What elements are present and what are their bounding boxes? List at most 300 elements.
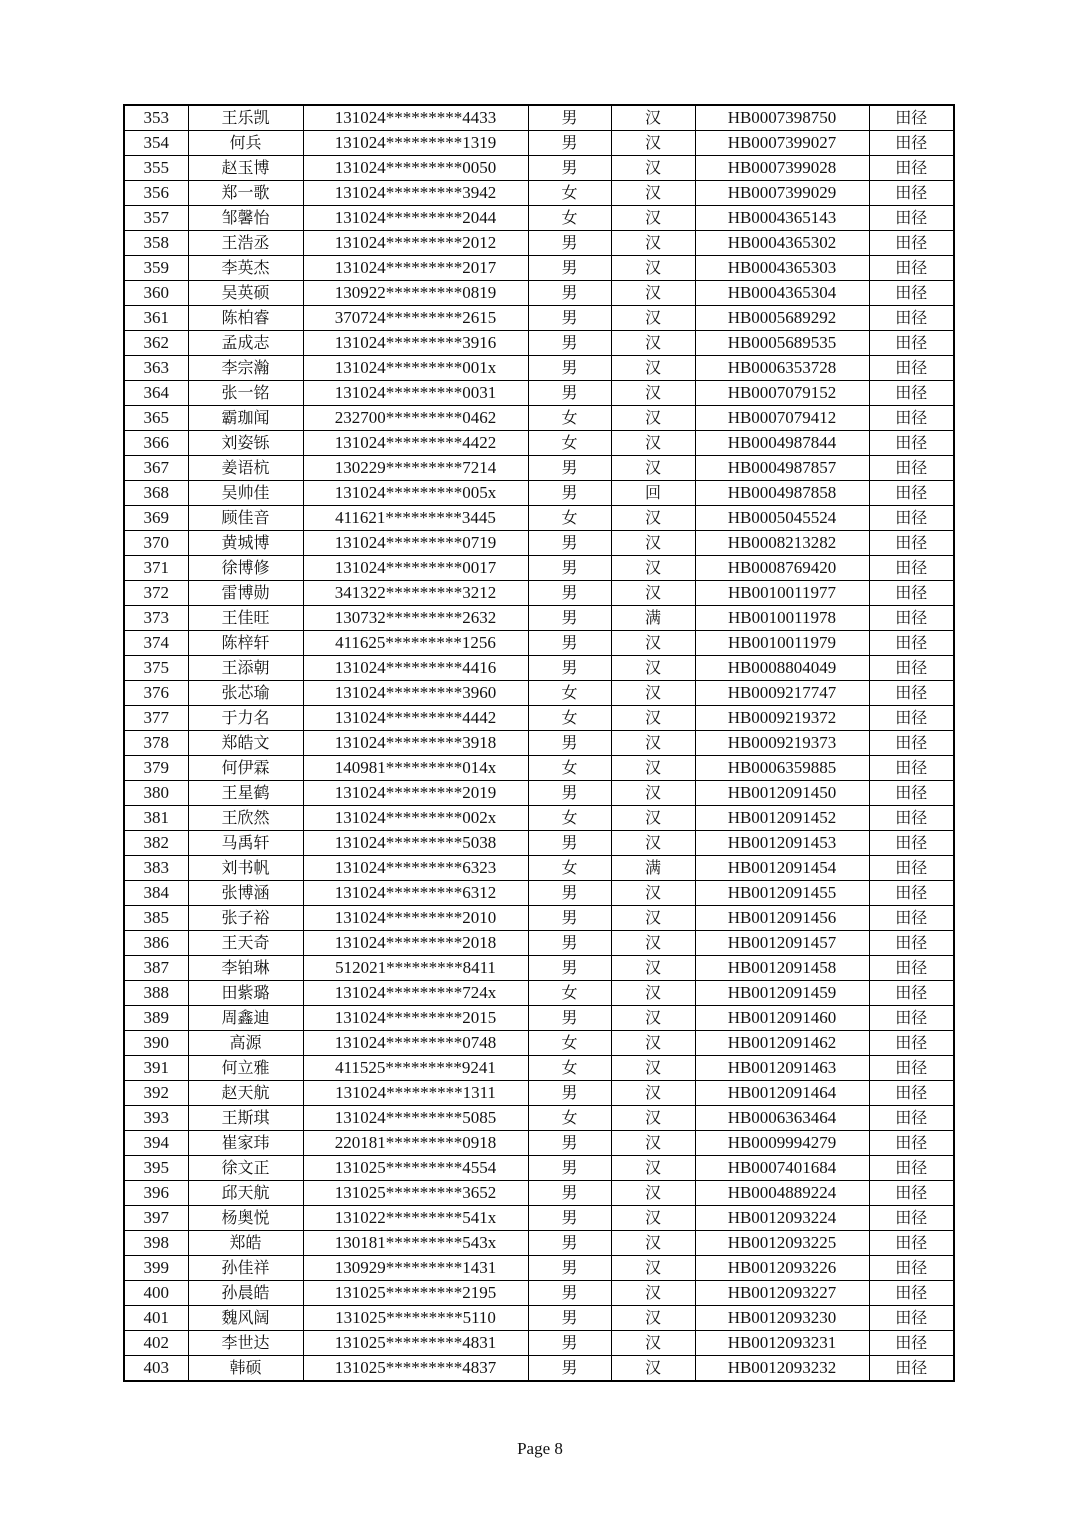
registration-number-cell: HB0007399028 bbox=[695, 156, 869, 181]
table-row bbox=[124, 1031, 954, 1056]
gender-cell: 男 bbox=[528, 1181, 611, 1206]
athlete-name-cell: 李铂琳 bbox=[188, 956, 303, 981]
athlete-name-cell: 孙佳祥 bbox=[188, 1256, 303, 1281]
ethnicity-cell: 汉 bbox=[611, 581, 695, 606]
athlete-name-cell: 崔家玮 bbox=[188, 1131, 303, 1156]
table-row bbox=[124, 181, 954, 206]
ethnicity-cell: 汉 bbox=[611, 656, 695, 681]
registration-number-cell: HB0009217747 bbox=[695, 681, 869, 706]
gender-cell: 男 bbox=[528, 931, 611, 956]
id-number-cell: 411525*********9241 bbox=[303, 1056, 528, 1081]
gender-cell: 男 bbox=[528, 1156, 611, 1181]
registration-number-cell: HB0005689535 bbox=[695, 331, 869, 356]
registration-number-cell: HB0004365302 bbox=[695, 231, 869, 256]
row-number-cell: 377 bbox=[124, 706, 188, 731]
registration-number-cell: HB0012093231 bbox=[695, 1331, 869, 1356]
sport-cell: 田径 bbox=[869, 806, 954, 831]
table-row bbox=[124, 731, 954, 756]
ethnicity-cell: 汉 bbox=[611, 1306, 695, 1331]
sport-cell: 田径 bbox=[869, 1281, 954, 1306]
table-row bbox=[124, 956, 954, 981]
ethnicity-cell: 汉 bbox=[611, 706, 695, 731]
gender-cell: 男 bbox=[528, 556, 611, 581]
athlete-name-cell: 赵天航 bbox=[188, 1081, 303, 1106]
athlete-name-cell: 徐博修 bbox=[188, 556, 303, 581]
row-number-cell: 398 bbox=[124, 1231, 188, 1256]
id-number-cell: 131024*********4433 bbox=[303, 105, 528, 131]
registration-number-cell: HB0004889224 bbox=[695, 1181, 869, 1206]
ethnicity-cell: 汉 bbox=[611, 206, 695, 231]
row-number-cell: 396 bbox=[124, 1181, 188, 1206]
table-row bbox=[124, 1206, 954, 1231]
sport-cell: 田径 bbox=[869, 131, 954, 156]
ethnicity-cell: 汉 bbox=[611, 231, 695, 256]
athlete-name-cell: 孟成志 bbox=[188, 331, 303, 356]
table-row bbox=[124, 781, 954, 806]
sport-cell: 田径 bbox=[869, 556, 954, 581]
table-row bbox=[124, 206, 954, 231]
id-number-cell: 370724*********2615 bbox=[303, 306, 528, 331]
id-number-cell: 131024*********0017 bbox=[303, 556, 528, 581]
ethnicity-cell: 汉 bbox=[611, 105, 695, 131]
table-row bbox=[124, 356, 954, 381]
table-row bbox=[124, 756, 954, 781]
registration-number-cell: HB0012091452 bbox=[695, 806, 869, 831]
table-row bbox=[124, 981, 954, 1006]
athlete-roster-table bbox=[123, 104, 955, 1382]
gender-cell: 女 bbox=[528, 181, 611, 206]
id-number-cell: 131025*********4554 bbox=[303, 1156, 528, 1181]
table-row bbox=[124, 105, 954, 131]
registration-number-cell: HB0006359885 bbox=[695, 756, 869, 781]
sport-cell: 田径 bbox=[869, 931, 954, 956]
gender-cell: 男 bbox=[528, 831, 611, 856]
athlete-name-cell: 陈柏睿 bbox=[188, 306, 303, 331]
athlete-name-cell: 李英杰 bbox=[188, 256, 303, 281]
gender-cell: 男 bbox=[528, 606, 611, 631]
id-number-cell: 131024*********2010 bbox=[303, 906, 528, 931]
row-number-cell: 356 bbox=[124, 181, 188, 206]
gender-cell: 女 bbox=[528, 1056, 611, 1081]
ethnicity-cell: 汉 bbox=[611, 1131, 695, 1156]
gender-cell: 女 bbox=[528, 206, 611, 231]
sport-cell: 田径 bbox=[869, 231, 954, 256]
ethnicity-cell: 汉 bbox=[611, 306, 695, 331]
ethnicity-cell: 汉 bbox=[611, 906, 695, 931]
registration-number-cell: HB0012091456 bbox=[695, 906, 869, 931]
athlete-name-cell: 张一铭 bbox=[188, 381, 303, 406]
ethnicity-cell: 汉 bbox=[611, 1256, 695, 1281]
athlete-name-cell: 王天奇 bbox=[188, 931, 303, 956]
table-row bbox=[124, 931, 954, 956]
table-row bbox=[124, 131, 954, 156]
sport-cell: 田径 bbox=[869, 956, 954, 981]
gender-cell: 男 bbox=[528, 881, 611, 906]
athlete-name-cell: 吴英硕 bbox=[188, 281, 303, 306]
id-number-cell: 131024*********5038 bbox=[303, 831, 528, 856]
table-row bbox=[124, 1181, 954, 1206]
id-number-cell: 411621*********3445 bbox=[303, 506, 528, 531]
id-number-cell: 220181*********0918 bbox=[303, 1131, 528, 1156]
table-row bbox=[124, 506, 954, 531]
id-number-cell: 131025*********5110 bbox=[303, 1306, 528, 1331]
id-number-cell: 131024*********2015 bbox=[303, 1006, 528, 1031]
row-number-cell: 387 bbox=[124, 956, 188, 981]
ethnicity-cell: 汉 bbox=[611, 631, 695, 656]
row-number-cell: 392 bbox=[124, 1081, 188, 1106]
sport-cell: 田径 bbox=[869, 181, 954, 206]
registration-number-cell: HB0012091463 bbox=[695, 1056, 869, 1081]
row-number-cell: 397 bbox=[124, 1206, 188, 1231]
gender-cell: 男 bbox=[528, 381, 611, 406]
athlete-name-cell: 吴帅佳 bbox=[188, 481, 303, 506]
athlete-name-cell: 郑皓文 bbox=[188, 731, 303, 756]
id-number-cell: 131024*********4442 bbox=[303, 706, 528, 731]
page-number: Page 8 bbox=[517, 1439, 563, 1458]
sport-cell: 田径 bbox=[869, 756, 954, 781]
sport-cell: 田径 bbox=[869, 581, 954, 606]
registration-number-cell: HB0006353728 bbox=[695, 356, 869, 381]
ethnicity-cell: 汉 bbox=[611, 381, 695, 406]
athlete-name-cell: 杨奥悦 bbox=[188, 1206, 303, 1231]
row-number-cell: 382 bbox=[124, 831, 188, 856]
row-number-cell: 373 bbox=[124, 606, 188, 631]
row-number-cell: 360 bbox=[124, 281, 188, 306]
row-number-cell: 384 bbox=[124, 881, 188, 906]
ethnicity-cell: 汉 bbox=[611, 256, 695, 281]
sport-cell: 田径 bbox=[869, 656, 954, 681]
row-number-cell: 385 bbox=[124, 906, 188, 931]
roster-body bbox=[124, 105, 954, 1381]
athlete-name-cell: 王星鹤 bbox=[188, 781, 303, 806]
sport-cell: 田径 bbox=[869, 1231, 954, 1256]
registration-number-cell: HB0010011979 bbox=[695, 631, 869, 656]
table-row bbox=[124, 1131, 954, 1156]
sport-cell: 田径 bbox=[869, 105, 954, 131]
ethnicity-cell: 汉 bbox=[611, 756, 695, 781]
registration-number-cell: HB0012091460 bbox=[695, 1006, 869, 1031]
ethnicity-cell: 汉 bbox=[611, 506, 695, 531]
registration-number-cell: HB0012093226 bbox=[695, 1256, 869, 1281]
registration-number-cell: HB0012091458 bbox=[695, 956, 869, 981]
athlete-name-cell: 黄城博 bbox=[188, 531, 303, 556]
sport-cell: 田径 bbox=[869, 981, 954, 1006]
registration-number-cell: HB0012091453 bbox=[695, 831, 869, 856]
row-number-cell: 390 bbox=[124, 1031, 188, 1056]
gender-cell: 男 bbox=[528, 1006, 611, 1031]
athlete-name-cell: 张子裕 bbox=[188, 906, 303, 931]
registration-number-cell: HB0004365143 bbox=[695, 206, 869, 231]
gender-cell: 男 bbox=[528, 281, 611, 306]
table-row bbox=[124, 331, 954, 356]
ethnicity-cell: 汉 bbox=[611, 981, 695, 1006]
table-row bbox=[124, 156, 954, 181]
sport-cell: 田径 bbox=[869, 156, 954, 181]
sport-cell: 田径 bbox=[869, 256, 954, 281]
sport-cell: 田径 bbox=[869, 1356, 954, 1382]
row-number-cell: 372 bbox=[124, 581, 188, 606]
table-row bbox=[124, 806, 954, 831]
sport-cell: 田径 bbox=[869, 1181, 954, 1206]
ethnicity-cell: 汉 bbox=[611, 931, 695, 956]
ethnicity-cell: 汉 bbox=[611, 1356, 695, 1382]
gender-cell: 男 bbox=[528, 1131, 611, 1156]
athlete-name-cell: 刘书帆 bbox=[188, 856, 303, 881]
sport-cell: 田径 bbox=[869, 1206, 954, 1231]
registration-number-cell: HB0010011978 bbox=[695, 606, 869, 631]
gender-cell: 男 bbox=[528, 131, 611, 156]
gender-cell: 男 bbox=[528, 156, 611, 181]
id-number-cell: 131024*********2044 bbox=[303, 206, 528, 231]
registration-number-cell: HB0006363464 bbox=[695, 1106, 869, 1131]
id-number-cell: 140981*********014x bbox=[303, 756, 528, 781]
ethnicity-cell: 汉 bbox=[611, 831, 695, 856]
registration-number-cell: HB0012091454 bbox=[695, 856, 869, 881]
athlete-name-cell: 郑一歌 bbox=[188, 181, 303, 206]
athlete-name-cell: 周鑫迪 bbox=[188, 1006, 303, 1031]
athlete-name-cell: 邹馨怡 bbox=[188, 206, 303, 231]
row-number-cell: 357 bbox=[124, 206, 188, 231]
id-number-cell: 131024*********2018 bbox=[303, 931, 528, 956]
registration-number-cell: HB0008769420 bbox=[695, 556, 869, 581]
sport-cell: 田径 bbox=[869, 1156, 954, 1181]
ethnicity-cell: 汉 bbox=[611, 681, 695, 706]
registration-number-cell: HB0012093227 bbox=[695, 1281, 869, 1306]
id-number-cell: 130732*********2632 bbox=[303, 606, 528, 631]
registration-number-cell: HB0008804049 bbox=[695, 656, 869, 681]
ethnicity-cell: 汉 bbox=[611, 456, 695, 481]
sport-cell: 田径 bbox=[869, 1131, 954, 1156]
row-number-cell: 370 bbox=[124, 531, 188, 556]
gender-cell: 男 bbox=[528, 531, 611, 556]
id-number-cell: 131024*********005x bbox=[303, 481, 528, 506]
athlete-name-cell: 何立雅 bbox=[188, 1056, 303, 1081]
gender-cell: 女 bbox=[528, 981, 611, 1006]
id-number-cell: 131024*********0031 bbox=[303, 381, 528, 406]
table-row bbox=[124, 906, 954, 931]
table-row bbox=[124, 1331, 954, 1356]
id-number-cell: 131024*********0050 bbox=[303, 156, 528, 181]
sport-cell: 田径 bbox=[869, 356, 954, 381]
gender-cell: 女 bbox=[528, 856, 611, 881]
id-number-cell: 131024*********2012 bbox=[303, 231, 528, 256]
athlete-name-cell: 何伊霖 bbox=[188, 756, 303, 781]
sport-cell: 田径 bbox=[869, 481, 954, 506]
registration-number-cell: HB0005689292 bbox=[695, 306, 869, 331]
athlete-name-cell: 韩硕 bbox=[188, 1356, 303, 1382]
gender-cell: 男 bbox=[528, 581, 611, 606]
registration-number-cell: HB0007401684 bbox=[695, 1156, 869, 1181]
table-row bbox=[124, 456, 954, 481]
sport-cell: 田径 bbox=[869, 631, 954, 656]
ethnicity-cell: 汉 bbox=[611, 281, 695, 306]
sport-cell: 田径 bbox=[869, 306, 954, 331]
registration-number-cell: HB0007399029 bbox=[695, 181, 869, 206]
sport-cell: 田径 bbox=[869, 1331, 954, 1356]
table-row bbox=[124, 656, 954, 681]
registration-number-cell: HB0012093225 bbox=[695, 1231, 869, 1256]
id-number-cell: 131025*********4831 bbox=[303, 1331, 528, 1356]
id-number-cell: 131024*********3918 bbox=[303, 731, 528, 756]
ethnicity-cell: 汉 bbox=[611, 181, 695, 206]
id-number-cell: 131024*********5085 bbox=[303, 1106, 528, 1131]
sport-cell: 田径 bbox=[869, 731, 954, 756]
gender-cell: 男 bbox=[528, 105, 611, 131]
ethnicity-cell: 汉 bbox=[611, 531, 695, 556]
row-number-cell: 381 bbox=[124, 806, 188, 831]
sport-cell: 田径 bbox=[869, 331, 954, 356]
table-row bbox=[124, 706, 954, 731]
id-number-cell: 131024*********2019 bbox=[303, 781, 528, 806]
ethnicity-cell: 汉 bbox=[611, 1106, 695, 1131]
sport-cell: 田径 bbox=[869, 1081, 954, 1106]
ethnicity-cell: 汉 bbox=[611, 1031, 695, 1056]
registration-number-cell: HB0012091457 bbox=[695, 931, 869, 956]
ethnicity-cell: 汉 bbox=[611, 1231, 695, 1256]
athlete-name-cell: 姜语杭 bbox=[188, 456, 303, 481]
athlete-name-cell: 顾佳音 bbox=[188, 506, 303, 531]
id-number-cell: 131024*********0748 bbox=[303, 1031, 528, 1056]
id-number-cell: 512021*********8411 bbox=[303, 956, 528, 981]
gender-cell: 女 bbox=[528, 506, 611, 531]
table-row bbox=[124, 1056, 954, 1081]
registration-number-cell: HB0009994279 bbox=[695, 1131, 869, 1156]
registration-number-cell: HB0009219373 bbox=[695, 731, 869, 756]
sport-cell: 田径 bbox=[869, 1031, 954, 1056]
id-number-cell: 131025*********3652 bbox=[303, 1181, 528, 1206]
registration-number-cell: HB0007399027 bbox=[695, 131, 869, 156]
gender-cell: 女 bbox=[528, 681, 611, 706]
id-number-cell: 131024*********001x bbox=[303, 356, 528, 381]
sport-cell: 田径 bbox=[869, 831, 954, 856]
id-number-cell: 131024*********6323 bbox=[303, 856, 528, 881]
id-number-cell: 130181*********543x bbox=[303, 1231, 528, 1256]
gender-cell: 男 bbox=[528, 356, 611, 381]
athlete-name-cell: 何兵 bbox=[188, 131, 303, 156]
id-number-cell: 131025*********4837 bbox=[303, 1356, 528, 1382]
athlete-name-cell: 李宗瀚 bbox=[188, 356, 303, 381]
row-number-cell: 359 bbox=[124, 256, 188, 281]
registration-number-cell: HB0004365304 bbox=[695, 281, 869, 306]
athlete-name-cell: 田紫璐 bbox=[188, 981, 303, 1006]
gender-cell: 女 bbox=[528, 406, 611, 431]
table-row bbox=[124, 831, 954, 856]
table-row bbox=[124, 1256, 954, 1281]
row-number-cell: 375 bbox=[124, 656, 188, 681]
gender-cell: 男 bbox=[528, 481, 611, 506]
table-row bbox=[124, 606, 954, 631]
row-number-cell: 389 bbox=[124, 1006, 188, 1031]
ethnicity-cell: 汉 bbox=[611, 1206, 695, 1231]
row-number-cell: 379 bbox=[124, 756, 188, 781]
registration-number-cell: HB0012091455 bbox=[695, 881, 869, 906]
row-number-cell: 365 bbox=[124, 406, 188, 431]
table-row bbox=[124, 1006, 954, 1031]
registration-number-cell: HB0007079412 bbox=[695, 406, 869, 431]
registration-number-cell: HB0012091450 bbox=[695, 781, 869, 806]
row-number-cell: 358 bbox=[124, 231, 188, 256]
table-row bbox=[124, 281, 954, 306]
gender-cell: 男 bbox=[528, 781, 611, 806]
id-number-cell: 131024*********4416 bbox=[303, 656, 528, 681]
athlete-name-cell: 邱天航 bbox=[188, 1181, 303, 1206]
sport-cell: 田径 bbox=[869, 1306, 954, 1331]
athlete-name-cell: 徐文正 bbox=[188, 1156, 303, 1181]
athlete-name-cell: 王浩丞 bbox=[188, 231, 303, 256]
sport-cell: 田径 bbox=[869, 881, 954, 906]
athlete-name-cell: 王添朝 bbox=[188, 656, 303, 681]
registration-number-cell: HB0012091462 bbox=[695, 1031, 869, 1056]
table-row bbox=[124, 556, 954, 581]
sport-cell: 田径 bbox=[869, 506, 954, 531]
ethnicity-cell: 汉 bbox=[611, 1056, 695, 1081]
gender-cell: 男 bbox=[528, 231, 611, 256]
gender-cell: 男 bbox=[528, 731, 611, 756]
registration-number-cell: HB0012091464 bbox=[695, 1081, 869, 1106]
gender-cell: 男 bbox=[528, 1206, 611, 1231]
sport-cell: 田径 bbox=[869, 856, 954, 881]
row-number-cell: 403 bbox=[124, 1356, 188, 1382]
gender-cell: 女 bbox=[528, 706, 611, 731]
gender-cell: 男 bbox=[528, 956, 611, 981]
table-row bbox=[124, 1156, 954, 1181]
sport-cell: 田径 bbox=[869, 1106, 954, 1131]
gender-cell: 女 bbox=[528, 431, 611, 456]
id-number-cell: 131024*********2017 bbox=[303, 256, 528, 281]
id-number-cell: 131022*********541x bbox=[303, 1206, 528, 1231]
athlete-name-cell: 王佳旺 bbox=[188, 606, 303, 631]
registration-number-cell: HB0007079152 bbox=[695, 381, 869, 406]
table-row bbox=[124, 481, 954, 506]
ethnicity-cell: 汉 bbox=[611, 156, 695, 181]
gender-cell: 男 bbox=[528, 306, 611, 331]
gender-cell: 女 bbox=[528, 1106, 611, 1131]
id-number-cell: 131024*********4422 bbox=[303, 431, 528, 456]
athlete-name-cell: 刘姿铄 bbox=[188, 431, 303, 456]
athlete-name-cell: 陈梓轩 bbox=[188, 631, 303, 656]
gender-cell: 男 bbox=[528, 1281, 611, 1306]
registration-number-cell: HB0012093230 bbox=[695, 1306, 869, 1331]
ethnicity-cell: 汉 bbox=[611, 1281, 695, 1306]
sport-cell: 田径 bbox=[869, 456, 954, 481]
athlete-name-cell: 孙晨皓 bbox=[188, 1281, 303, 1306]
ethnicity-cell: 汉 bbox=[611, 131, 695, 156]
table-row bbox=[124, 856, 954, 881]
row-number-cell: 367 bbox=[124, 456, 188, 481]
id-number-cell: 411625*********1256 bbox=[303, 631, 528, 656]
gender-cell: 女 bbox=[528, 756, 611, 781]
id-number-cell: 131024*********002x bbox=[303, 806, 528, 831]
id-number-cell: 130929*********1431 bbox=[303, 1256, 528, 1281]
athlete-name-cell: 雷博勋 bbox=[188, 581, 303, 606]
athlete-name-cell: 王乐凯 bbox=[188, 105, 303, 131]
table-row bbox=[124, 231, 954, 256]
row-number-cell: 355 bbox=[124, 156, 188, 181]
table-row bbox=[124, 306, 954, 331]
registration-number-cell: HB0004987858 bbox=[695, 481, 869, 506]
ethnicity-cell: 汉 bbox=[611, 1181, 695, 1206]
table-row bbox=[124, 631, 954, 656]
row-number-cell: 383 bbox=[124, 856, 188, 881]
gender-cell: 男 bbox=[528, 1081, 611, 1106]
ethnicity-cell: 满 bbox=[611, 856, 695, 881]
id-number-cell: 130229*********7214 bbox=[303, 456, 528, 481]
registration-number-cell: HB0010011977 bbox=[695, 581, 869, 606]
ethnicity-cell: 汉 bbox=[611, 781, 695, 806]
sport-cell: 田径 bbox=[869, 681, 954, 706]
row-number-cell: 371 bbox=[124, 556, 188, 581]
row-number-cell: 361 bbox=[124, 306, 188, 331]
